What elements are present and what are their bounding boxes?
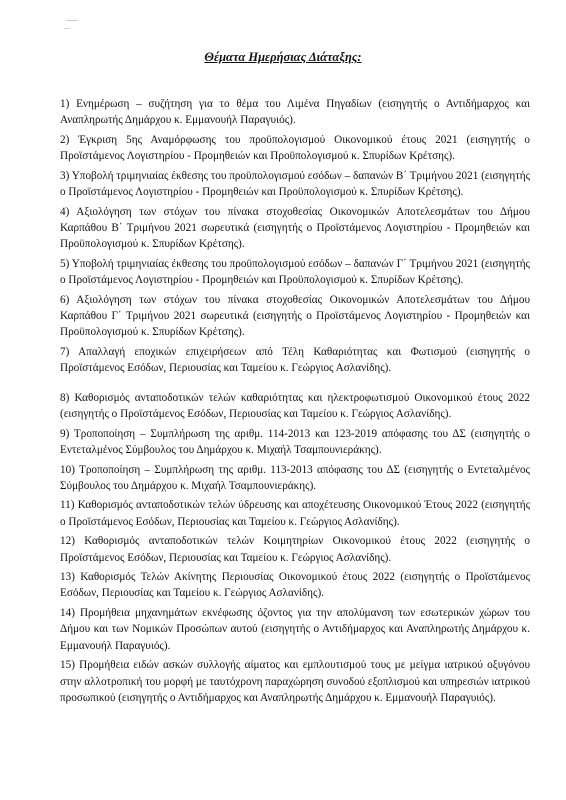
agenda-item-12 <box>60 533 530 565</box>
item-text: Αξιολόγηση των στόχων του πίνακα στοχοθεσίας Οικονομικών Αποτελεσμάτων του Δήμου Καρπάθου Γ΄ Τριμήνου 2021 σωρευτικά (εισηγητής ο Προϊστάμενος Λογιστηρίου - Προμηθειών και Προϋπολογισμού κ. Σπυρίδων Κρέτσης). <box>60 293 530 339</box>
scan-mark <box>64 28 70 29</box>
agenda-item-4 <box>60 204 530 253</box>
agenda-list <box>60 96 530 709</box>
agenda-item-2 <box>60 132 530 164</box>
item-number: 15) <box>60 659 75 672</box>
agenda-item-5 <box>60 256 530 288</box>
agenda-item-11 <box>60 497 530 529</box>
item-number: 13) <box>60 571 75 584</box>
agenda-item-7 <box>60 344 530 376</box>
scan-mark <box>66 20 78 21</box>
item-number: 8) <box>60 391 70 404</box>
item-number: 1) <box>60 98 70 110</box>
item-text: Καθορισμός ανταποδοτικών τελών καθαριότητας και ηλεκτροφωτισμού Οικονομικού έτους 2022 (εισηγητής ο Προϊστάμενος Εσόδων, Περιουσίας και Ταμείου κ. Γεώργιος Ασλανίδης). <box>60 391 531 420</box>
agenda-title: Θέματα Ημερήσιας Διάταξης: <box>204 50 362 64</box>
item-text: Τροποποίηση – Συμπλήρωση της αριθμ. 114-2013 και 123-2019 απόφασης του ΔΣ (εισηγητής ο Εντεταλμένος Σύμβουλος του Δημάρχου κ. Μιχαήλ Τσαμπουνιεράκης). <box>60 427 530 456</box>
agenda-item-8 <box>60 390 530 422</box>
item-text: Τροποποίηση – Συμπλήρωση της αριθμ. 113-2013 απόφασης του ΔΣ (εισηγητής ο Εντεταλμένος Σύμβουλος του Δημάρχου κ. Μιχαήλ Τσαμπουνιεράκης). <box>60 463 530 492</box>
agenda-item-13 <box>60 569 530 601</box>
item-number: 3) <box>60 169 70 182</box>
item-number: 14) <box>60 607 75 620</box>
item-number: 11) <box>60 499 75 512</box>
item-text: Προμήθεια μηχανημάτων εκνέφωσης όζοντος για την απολύμανση των εσωτερικών χώρων του Δήμου και των Νομικών Προσώπων αυτού (εισηγητής ο Αντιδήμαρχος και Αναπληρωτής Δημάρχου κ. Εμμανουήλ Παραγυιός). <box>60 607 531 652</box>
item-number: 9) <box>60 427 70 440</box>
item-number: 7) <box>60 345 70 358</box>
agenda-item-9 <box>60 426 530 458</box>
item-text: Έγκριση 5ης Αναμόρφωσης του προϋπολογισμού Οικονομικού έτους 2021 (εισηγητής ο Προϊστάμενος Λογιστηρίου - Προμηθειών και Προϋπολογισμού κ. Σπυρίδων Κρέτσης). <box>60 133 531 163</box>
item-number: 5) <box>60 257 70 270</box>
item-text: Υποβολή τριμηνιαίας έκθεσης του προϋπολογισμού εσόδων – δαπανών Β΄ Τριμήνου 2021 (εισηγητής ο Προϊστάμενος Λογιστηρίου - Προμηθειών και Προϋπολογισμού κ. Σπυρίδων Κρέτσης). <box>60 169 530 199</box>
item-text: Απαλλαγή εποχικών επιχειρήσεων από Τέλη Καθαριότητας και Φωτισμού (εισηγητής ο Προϊστάμενος Εσόδων, Περιουσίας και Ταμείου κ. Γεώργιος Ασλανίδης). <box>60 345 530 375</box>
item-number: 12) <box>60 535 75 548</box>
item-text: Αξιολόγηση των στόχων του πίνακα στοχοθεσίας Οικονομικών Αποτελεσμάτων του Δήμου Καρπάθου Β΄ Τριμήνου 2021 σωρευτικά (εισηγητής ο Προϊστάμενος Λογιστηρίου - Προμηθειών και Προϋπολογισμού κ. Σπυρίδων Κρέτσης). <box>60 205 530 251</box>
item-text: Καθορισμός ανταποδοτικών τελών Κοιμητηρίων Οικονομικού έτους 2022 (εισηγητής ο Προϊστάμενος Εσόδων, Περιουσίας και Ταμείου κ. Γεώργιος Ασλανίδης). <box>60 535 531 564</box>
agenda-item-6 <box>60 292 530 341</box>
item-number: 10) <box>60 463 75 476</box>
agenda-item-1 <box>60 96 530 128</box>
item-text: Προμήθεια ειδών ασκών συλλογής αίματος και εμπλουτισμού τους με μείγμα ιατρικού οξυγόνου στην αλλοτροπική του μορφή με ταυτόχρονη παραχώρηση συνοδού εξοπλισμού και υπηρεσιών ιατρικού προσωπικού (εισηγητής ο Αντιδήμαρχος και Αναπληρωτής Δημάρχου κ. Εμμανουήλ Παραγυιός). <box>60 659 530 704</box>
item-number: 6) <box>60 293 70 306</box>
item-text: Υποβολή τριμηνιαίας έκθεσης του προϋπολογισμού εσόδων – δαπανών Γ΄ Τριμήνου 2021 (εισηγητής ο Προϊστάμενος Λογιστηρίου - Προμηθειών και Προϋπολογισμού κ. Σπυρίδων Κρέτσης). <box>60 257 530 287</box>
item-text: Ενημέρωση – συζήτηση για το θέμα του Λιμένα Πηγαδίων (εισηγητής ο Αντιδήμαρχος και Αναπληρωτής Δημάρχου κ. Εμμανουήλ Παραγυιός). <box>60 98 531 127</box>
agenda-item-3 <box>60 168 530 200</box>
item-number: 2) <box>60 133 70 146</box>
item-text: Καθορισμός Τελών Ακίνητης Περιουσίας Οικονομικού έτους 2022 (εισηγητής ο Προϊστάμενος Εσόδων, Περιουσίας και Ταμείου κ. Γεώργιος Ασλανίδης). <box>60 571 531 600</box>
agenda-item-15 <box>60 657 530 706</box>
agenda-item-10 <box>60 462 530 494</box>
spacer <box>60 380 530 390</box>
item-text: Καθορισμός ανταποδοτικών τελών ύδρευσης και αποχέτευσης Οικονομικού Έτους 2022 (εισηγητής ο Προϊστάμενος Εσόδων, Περιουσίας και Ταμείου κ. Γεώργιος Ασλανίδης). <box>60 499 530 528</box>
agenda-item-14 <box>60 605 530 654</box>
item-number: 4) <box>60 205 70 218</box>
